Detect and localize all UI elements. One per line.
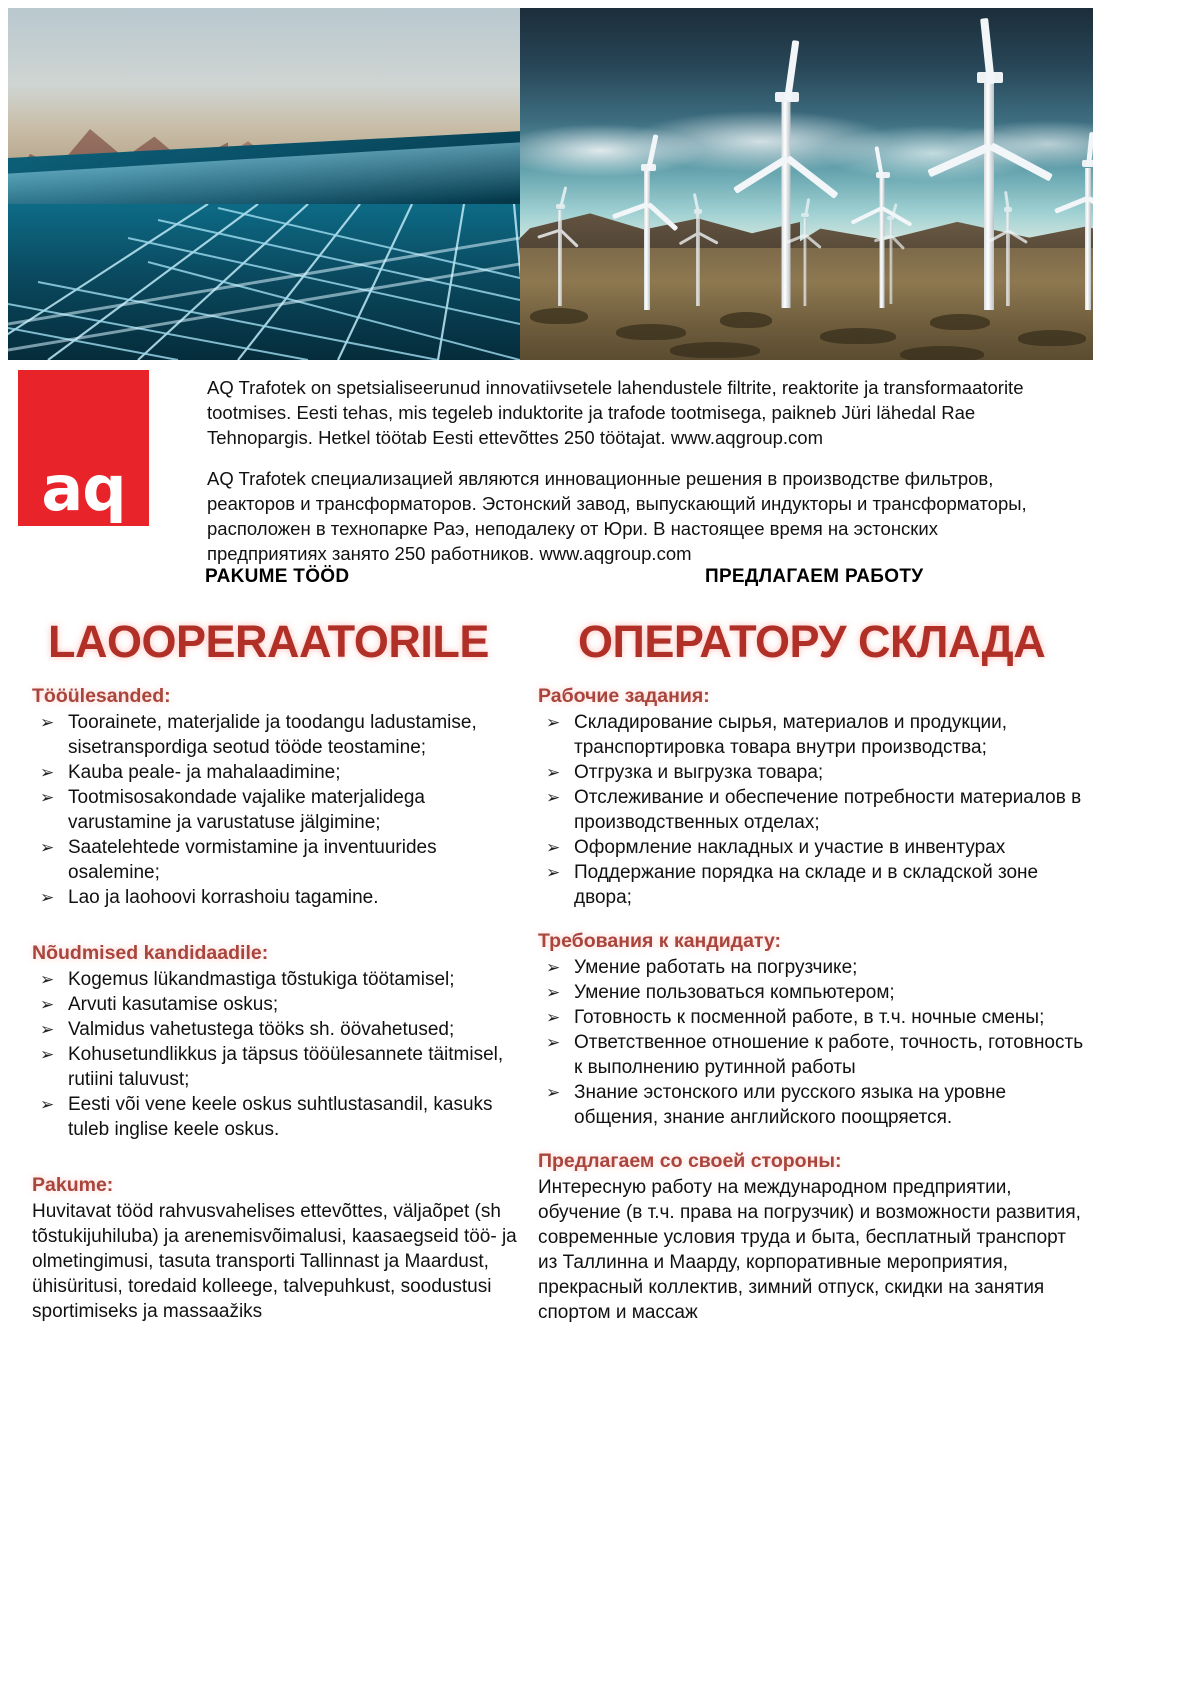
subhead-we-offer-work-russian: ПРЕДЛАГАЕМ РАБОТУ <box>705 566 924 587</box>
arrow-bullet-icon: ➢ <box>40 1020 55 1039</box>
solar-panel-gridlines <box>8 204 520 360</box>
list-item-text: Оформление накладных и участие в инвентурах <box>574 837 1006 858</box>
list-item <box>32 710 532 760</box>
scrub-bush <box>720 312 772 328</box>
arrow-bullet-icon: ➢ <box>40 713 55 732</box>
duties-list-russian <box>538 710 1086 910</box>
wind-turbine <box>924 48 1054 310</box>
list-item-text: Отгрузка и выгрузка товара; <box>574 762 824 783</box>
offer-text-russian: Интересную работу на международном предприятии, обучение (в т.ч. права на погрузчик) и возможности развития, современные условия труда и быта, бесплатный транспорт из Таллинна и Маарду, корпоративные мероприятия, прекрасный коллектив, зимний отпуск, скидки на занятия спортом и массаж <box>538 1177 1081 1323</box>
list-item <box>32 1017 532 1042</box>
arrow-bullet-icon: ➢ <box>40 888 55 907</box>
arrow-bullet-icon: ➢ <box>546 1083 561 1102</box>
list-item <box>538 1030 1086 1080</box>
arrow-bullet-icon: ➢ <box>546 838 561 857</box>
requirements-heading-estonian: Nõudmised kandidaadile: <box>32 942 269 964</box>
scrub-bush <box>616 324 686 340</box>
arrow-bullet-icon: ➢ <box>546 763 561 782</box>
arrow-bullet-icon: ➢ <box>40 1045 55 1064</box>
offer-heading-estonian: Pakume: <box>32 1174 114 1196</box>
list-item <box>32 967 532 992</box>
list-item-text: Знание эстонского или русского языка на уровне общения, знание английского поощряется. <box>574 1082 1007 1128</box>
wind-turbine <box>788 204 822 306</box>
company-intro-estonian: AQ Trafotek on spetsialiseerunud innovatiivsetele lahendustele filtrite, reaktorite ja transformaatorite tootmises. Eesti tehas, mis tegeleb induktorite ja trafode tootmisega, paikneb Jüri lähedal Rae Tehnopargis. Hetkel töötab Eesti ettevõttes 250 töötajat. www.aqgroup.com <box>207 377 1024 448</box>
list-item-text: Eesti või vene keele oskus suhtlustasandil, kasuks tuleb inglise keele oskus. <box>68 1094 493 1140</box>
arrow-bullet-icon: ➢ <box>40 838 55 857</box>
list-item-text: Kauba peale- ja mahalaadimine; <box>68 762 341 783</box>
job-title-estonian: LAOOPERAATORILE <box>48 616 489 667</box>
list-item <box>32 1092 532 1142</box>
arrow-bullet-icon: ➢ <box>40 788 55 807</box>
list-item-text: Valmidus vahetustega tööks sh. öövahetused; <box>68 1019 455 1040</box>
arrow-bullet-icon: ➢ <box>546 983 561 1002</box>
list-item <box>538 835 1086 860</box>
estonian-column <box>32 685 532 1324</box>
arrow-bullet-icon: ➢ <box>546 1008 561 1027</box>
list-item-text: Складирование сырья, материалов и продукции, транспортировка товара внутри производства; <box>574 712 1008 758</box>
list-item-text: Tootmisosakondade vajalike materjalidega varustamine ja varustatuse jälgimine; <box>68 787 425 833</box>
list-item-text: Saatelehtede vormistamine ja inventuurides osalemine; <box>68 837 437 883</box>
scrub-bush <box>1018 330 1086 346</box>
requirements-heading-russian: Требования к кандидату: <box>538 930 782 952</box>
offer-heading-russian: Предлагаем со своей стороны: <box>538 1150 842 1172</box>
list-item <box>538 1080 1086 1130</box>
list-item-text: Ответственное отношение к работе, точность, готовность к выполнению рутинной работы <box>574 1032 1084 1078</box>
wind-turbine <box>876 208 906 304</box>
list-item <box>32 1042 532 1092</box>
subhead-we-offer-work-estonian: PAKUME TÖÖD <box>205 566 350 587</box>
offer-text-estonian: Huvitavat tööd rahvusvahelises ettevõttes, väljaõpet (sh tõstukijuhiluba) ja arenemisvõimalusi, kaasaegseid töö- ja olmetingimusi, tasuta transporti Tallinnast ja Maardust, ühisüritusi, toredaid kolleege, talvepuhkust, soodustusi sportimiseks ja massaažiks <box>32 1201 517 1322</box>
list-item <box>32 785 532 835</box>
duties-heading-estonian: Tööülesanded: <box>32 685 171 707</box>
scrub-bush <box>930 314 990 330</box>
arrow-bullet-icon: ➢ <box>40 995 55 1014</box>
duties-heading-russian: Рабочие задания: <box>538 685 710 707</box>
scrub-bush <box>670 342 760 358</box>
job-title-russian: ОПЕРАТОРУ СКЛАДА <box>578 616 1046 667</box>
list-item-text: Lao ja laohoovi korrashoiu tagamine. <box>68 887 379 908</box>
list-item <box>538 860 1086 910</box>
list-item <box>538 1005 1086 1030</box>
list-item <box>538 785 1086 835</box>
scrub-bush <box>820 328 896 344</box>
list-item-text: Отслеживание и обеспечение потребности материалов в производственных отделах; <box>574 787 1082 833</box>
list-item <box>538 955 1086 980</box>
company-intro-russian: AQ Trafotek специализацией являются инновационные решения в производстве фильтров, реакторов и трансформаторов. Эстонский завод, выпускающий индукторы и трансформаторы, расположен в технопарке Раэ, неподалеку от Юри. В настоящее время на эстонских предприятиях занято 250 работников. www.aqgroup.com <box>207 468 1027 564</box>
hero-image-banner <box>8 8 1093 360</box>
list-item-text: Kohusetundlikkus ja täpsus tööülesannete täitmisel, rutiini taluvust; <box>68 1044 504 1090</box>
list-item <box>32 885 532 910</box>
list-item <box>32 992 532 1017</box>
list-item <box>538 760 1086 785</box>
wind-farm-photo <box>520 8 1093 360</box>
duties-list-estonian <box>32 710 532 910</box>
arrow-bullet-icon: ➢ <box>546 958 561 977</box>
solar-farm-photo <box>8 8 520 360</box>
wind-turbine <box>540 194 580 306</box>
arrow-bullet-icon: ➢ <box>546 863 561 882</box>
wind-turbine <box>680 200 716 306</box>
wind-turbine <box>990 198 1026 306</box>
arrow-bullet-icon: ➢ <box>546 713 561 732</box>
arrow-bullet-icon: ➢ <box>546 1033 561 1052</box>
list-item <box>538 710 1086 760</box>
scrub-bush <box>530 308 588 324</box>
list-item-text: Умение работать на погрузчике; <box>574 957 858 978</box>
list-item <box>32 760 532 785</box>
company-intro <box>207 375 1047 582</box>
list-item-text: Toorainete, materjalide ja toodangu ladustamise, sisetranspordiga seotud tööde teostamine; <box>68 712 477 758</box>
russian-column <box>538 685 1086 1325</box>
scrub-bush <box>900 346 984 360</box>
list-item-text: Готовность к посменной работе, в т.ч. ночные смены; <box>574 1007 1045 1028</box>
arrow-bullet-icon: ➢ <box>40 763 55 782</box>
arrow-bullet-icon: ➢ <box>40 970 55 989</box>
list-item-text: Поддержание порядка на складе и в складской зоне двора; <box>574 862 1039 908</box>
list-item <box>538 980 1086 1005</box>
wind-turbine <box>612 148 682 310</box>
wind-turbine <box>1056 146 1093 310</box>
arrow-bullet-icon: ➢ <box>546 788 561 807</box>
requirements-list-russian <box>538 955 1086 1130</box>
requirements-list-estonian <box>32 967 532 1142</box>
list-item-text: Kogemus lükandmastiga tõstukiga töötamisel; <box>68 969 455 990</box>
list-item <box>32 835 532 885</box>
list-item-text: Умение пользоваться компьютером; <box>574 982 895 1003</box>
list-item-text: Arvuti kasutamise oskus; <box>68 994 279 1015</box>
aq-company-logo <box>18 370 149 526</box>
wind-turbine <box>726 66 846 308</box>
arrow-bullet-icon: ➢ <box>40 1095 55 1114</box>
logo-wordmark: aq <box>41 452 126 525</box>
